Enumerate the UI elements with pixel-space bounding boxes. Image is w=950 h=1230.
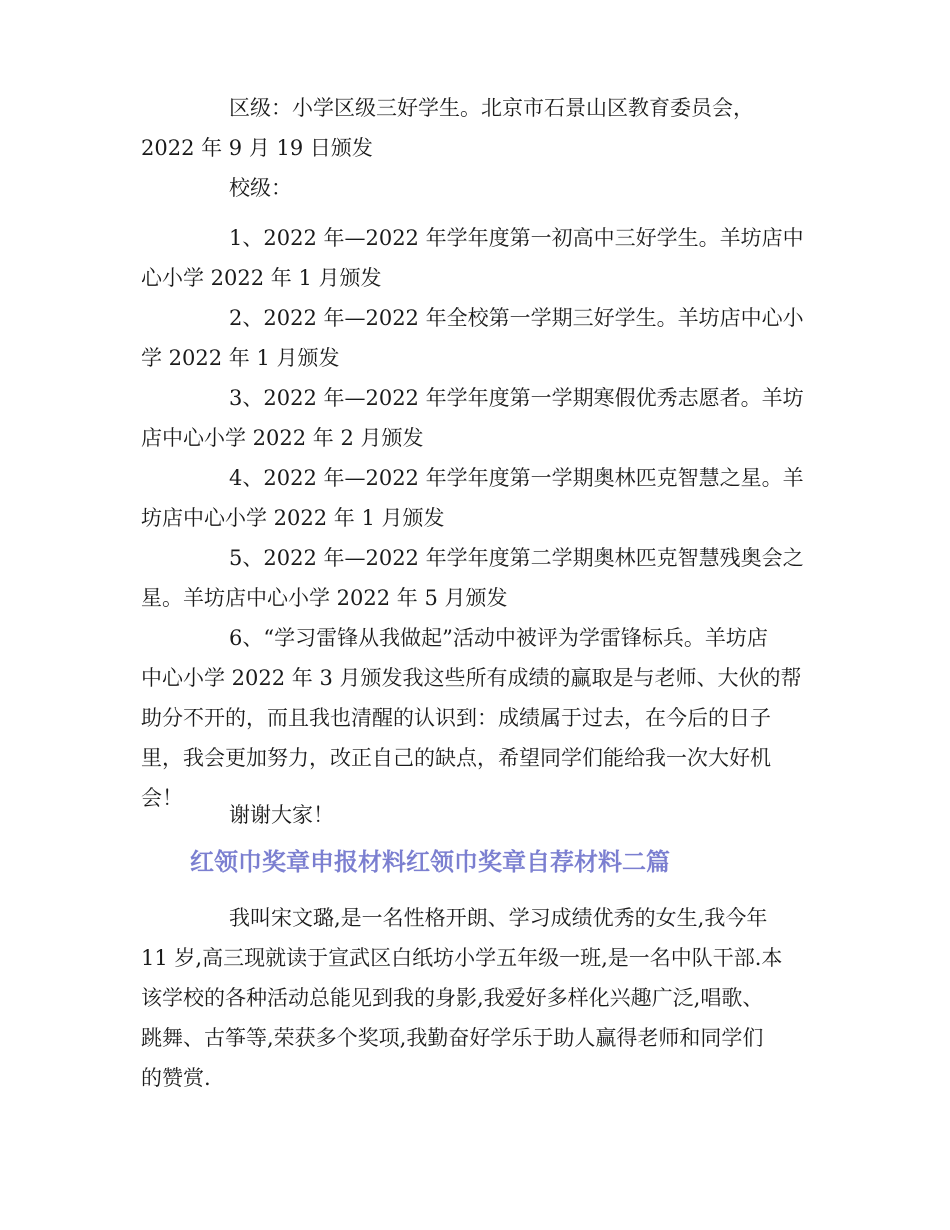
paragraph-award-3	[141, 378, 804, 458]
paragraph-award-2	[141, 298, 804, 378]
text-line: 中心小学 2022 年 3 月颁发我这些所有成绩的赢取是与老师、大伙的帮	[141, 666, 802, 690]
text-line: 我叫宋文璐,是一名性格开朗、学习成绩优秀的女生,我今年	[229, 906, 768, 930]
paragraph-award-5	[141, 538, 804, 618]
text-line: 会！	[141, 786, 183, 810]
paragraph-intro	[141, 898, 801, 1098]
text-line: 2、2022 年—2022 年全校第一学期三好学生。羊坊店中心小	[229, 306, 804, 330]
text-line: 5、2022 年—2022 年学年度第二学期奥林匹克智慧残奥会之	[229, 546, 804, 570]
text-line: 1、2022 年—2022 年学年度第一初高中三好学生。羊坊店中	[229, 226, 804, 250]
text-line: 谢谢大家！	[229, 803, 334, 827]
text-line: 学 2022 年 1 月颁发	[141, 346, 340, 370]
paragraph-thanks	[141, 795, 801, 835]
text-line: 2022 年 9 月 19 日颁发	[141, 136, 373, 160]
text-line: 校级：	[229, 176, 292, 200]
text-line: 跳舞、古筝等,荣获多个奖项,我勤奋好学乐于助人赢得老师和同学们	[141, 1026, 764, 1050]
text-line: 3、2022 年—2022 年学年度第一学期寒假优秀志愿者。羊坊	[229, 386, 804, 410]
section-heading: 红领巾奖章申报材料红领巾奖章自荐材料二篇	[190, 847, 670, 876]
text-line: 星。羊坊店中心小学 2022 年 5 月颁发	[141, 586, 508, 610]
text-line: 里，我会更加努力，改正自己的缺点，希望同学们能给我一次大好机	[141, 746, 771, 770]
paragraph-school-level	[141, 168, 801, 208]
text-line: 心小学 2022 年 1 月颁发	[141, 266, 382, 290]
text-line: 的赞赏.	[141, 1066, 211, 1090]
paragraph-award-4	[141, 458, 804, 538]
text-line: 助分不开的，而且我也清醒的认识到：成绩属于过去，在今后的日子	[141, 706, 771, 730]
text-line: 4、2022 年—2022 年学年度第一学期奥林匹克智慧之星。羊	[229, 466, 804, 490]
text-line: 6、“学习雷锋从我做起”活动中被评为学雷锋标兵。羊坊店	[229, 626, 768, 650]
text-line: 11 岁,高三现就读于宣武区白纸坊小学五年级一班,是一名中队干部.本	[141, 946, 783, 970]
text-line: 区级：小学区级三好学生。北京市石景山区教育委员会，	[229, 96, 754, 120]
paragraph-district-award	[141, 88, 801, 168]
text-line: 该学校的各种活动总能见到我的身影,我爱好多样化兴趣广泛,唱歌、	[141, 986, 764, 1010]
text-line: 坊店中心小学 2022 年 1 月颁发	[141, 506, 445, 530]
paragraph-award-6	[141, 618, 801, 818]
text-line: 店中心小学 2022 年 2 月颁发	[141, 426, 424, 450]
paragraph-award-1	[141, 218, 804, 298]
